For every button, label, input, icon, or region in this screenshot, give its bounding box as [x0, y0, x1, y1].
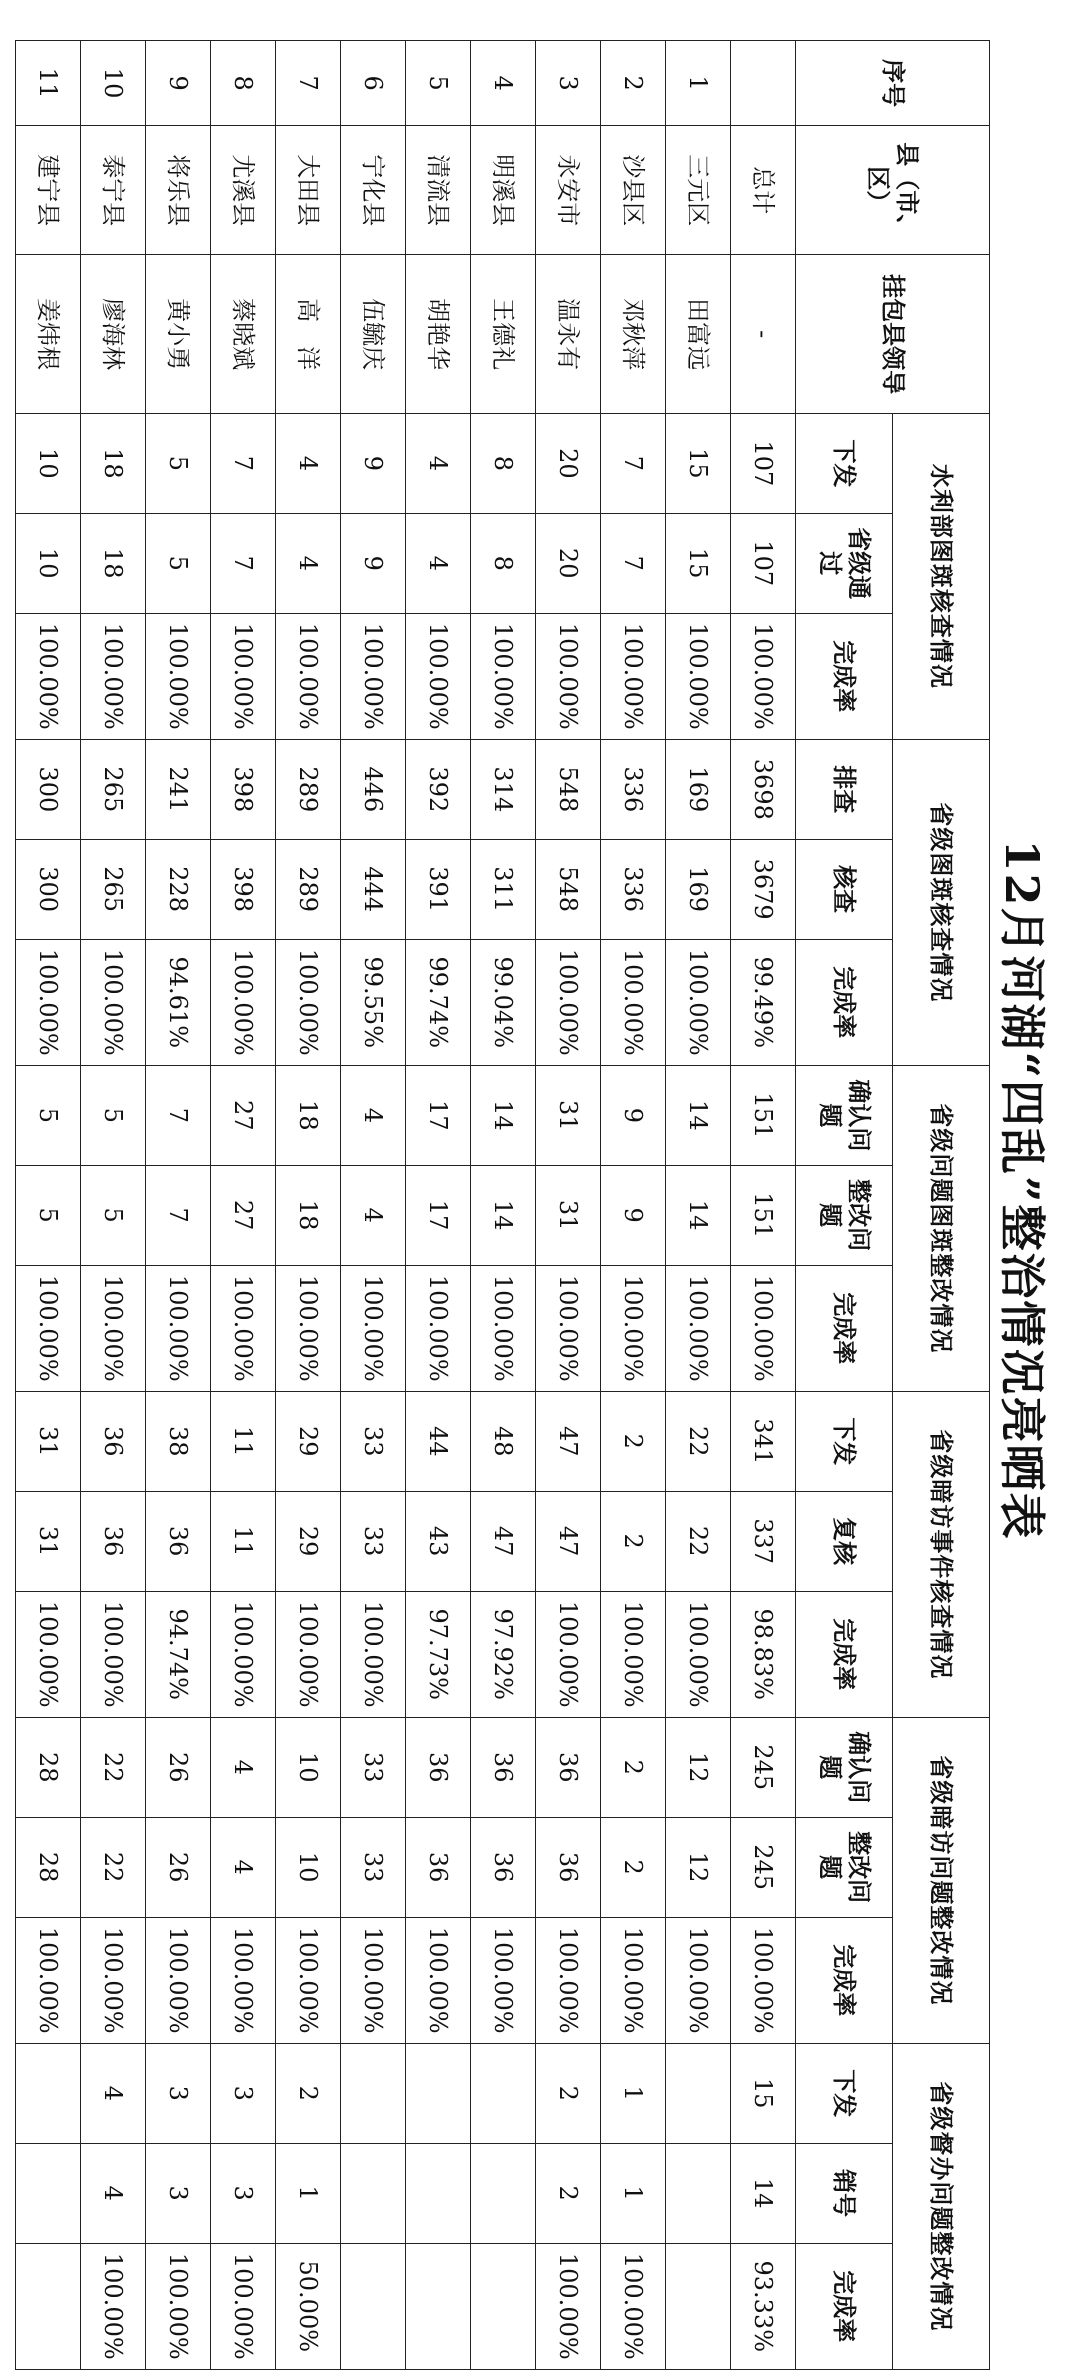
table-cell: 14 — [666, 1065, 731, 1165]
table-cell: 100.00% — [601, 1917, 666, 2043]
table-cell: 20 — [536, 513, 601, 613]
table-cell: 337 — [731, 1491, 796, 1591]
table-cell: 4 — [341, 1065, 406, 1165]
table-cell: 391 — [406, 839, 471, 939]
header-group-0: 水利部图斑核查情况 — [893, 413, 990, 739]
table-cell: 温永有 — [536, 255, 601, 414]
table-cell: 1 — [666, 41, 731, 126]
table-row — [81, 41, 146, 2370]
table-cell — [666, 2143, 731, 2243]
table-cell: 314 — [471, 739, 536, 839]
table-cell: 107 — [731, 413, 796, 513]
table-cell: 33 — [341, 1717, 406, 1817]
table-cell: 15 — [731, 2043, 796, 2143]
table-cell — [666, 2043, 731, 2143]
table-cell: 10 — [16, 413, 81, 513]
table-cell: 151 — [731, 1165, 796, 1265]
header-leader: 挂包县领导 — [796, 255, 990, 414]
table-cell: 100.00% — [146, 1917, 211, 2043]
table-cell: 泰宁县 — [81, 126, 146, 255]
table-cell: 48 — [471, 1391, 536, 1491]
table-cell: 6 — [341, 41, 406, 126]
table-cell: 22 — [81, 1817, 146, 1917]
table-cell: 1 — [601, 2043, 666, 2143]
table-cell: 107 — [731, 513, 796, 613]
header-sub-5-0: 下发 — [796, 2043, 893, 2143]
table-cell: 31 — [16, 1391, 81, 1491]
table-cell: 94.74% — [146, 1591, 211, 1717]
table-cell: - — [731, 255, 796, 414]
header-sub-0-0: 下发 — [796, 413, 893, 513]
table-cell: 1 — [276, 2143, 341, 2243]
table-cell: 100.00% — [666, 1591, 731, 1717]
table-cell — [16, 2043, 81, 2143]
table-cell: 5 — [16, 1165, 81, 1265]
table-cell: 100.00% — [16, 1591, 81, 1717]
table-cell: 3679 — [731, 839, 796, 939]
table-cell: 100.00% — [601, 2243, 666, 2369]
table-cell: 548 — [536, 739, 601, 839]
table-cell: 31 — [536, 1165, 601, 1265]
table-cell: 100.00% — [601, 939, 666, 1065]
header-sub-5-2: 完成率 — [796, 2243, 893, 2369]
table-cell: 33 — [341, 1391, 406, 1491]
document-title: 12月河湖“四乱”整治情况亮晒表 — [995, 839, 1049, 1541]
header-sub-2-1: 整改问题 — [796, 1165, 893, 1265]
table-cell: 300 — [16, 739, 81, 839]
table-row — [341, 41, 406, 2370]
table-cell: 169 — [666, 739, 731, 839]
table-cell: 11 — [16, 41, 81, 126]
header-sub-0-2: 完成率 — [796, 613, 893, 739]
header-sub-4-0: 确认问题 — [796, 1717, 893, 1817]
table-cell — [406, 2243, 471, 2369]
table-cell: 100.00% — [406, 1265, 471, 1391]
table-row — [536, 41, 601, 2370]
header-sub-1-0: 排查 — [796, 739, 893, 839]
table-cell: 12 — [666, 1817, 731, 1917]
header-sub-4-1: 整改问题 — [796, 1817, 893, 1917]
table-cell: 29 — [276, 1391, 341, 1491]
table-cell: 大田县 — [276, 126, 341, 255]
table-cell: 94.61% — [146, 939, 211, 1065]
table-cell: 311 — [471, 839, 536, 939]
table-cell: 4 — [341, 1165, 406, 1265]
table-cell: 邓秋萍 — [601, 255, 666, 414]
table-cell: 5 — [146, 513, 211, 613]
table-cell: 36 — [536, 1717, 601, 1817]
header-row-groups — [893, 41, 990, 2370]
table-cell: 100.00% — [666, 1917, 731, 2043]
header-sub-0-1: 省级通过 — [796, 513, 893, 613]
table-cell: 392 — [406, 739, 471, 839]
header-group-1: 省级图斑核查情况 — [893, 739, 990, 1065]
table-cell: 100.00% — [341, 613, 406, 739]
table-cell: 100.00% — [471, 613, 536, 739]
table-cell: 36 — [471, 1717, 536, 1817]
table-cell: 100.00% — [211, 613, 276, 739]
table-cell: 100.00% — [536, 613, 601, 739]
table-cell: 98.83% — [731, 1591, 796, 1717]
table-cell: 100.00% — [471, 1265, 536, 1391]
table-cell: 22 — [81, 1717, 146, 1817]
table-cell — [341, 2143, 406, 2243]
table-cell: 将乐县 — [146, 126, 211, 255]
table-cell: 100.00% — [666, 1265, 731, 1391]
table-cell: 100.00% — [666, 613, 731, 739]
table-cell: 8 — [211, 41, 276, 126]
table-cell: 228 — [146, 839, 211, 939]
table-cell: 33 — [341, 1491, 406, 1591]
table-cell: 47 — [536, 1491, 601, 1591]
table-cell: 4 — [211, 1717, 276, 1817]
table-row — [211, 41, 276, 2370]
table-cell: 7 — [146, 1065, 211, 1165]
table-cell: 三元区 — [666, 126, 731, 255]
table-cell: 97.73% — [406, 1591, 471, 1717]
table-row — [276, 41, 341, 2370]
table-cell: 100.00% — [81, 613, 146, 739]
table-cell: 4 — [211, 1817, 276, 1917]
table-cell: 151 — [731, 1065, 796, 1165]
table-cell: 宁化县 — [341, 126, 406, 255]
header-sub-3-0: 下发 — [796, 1391, 893, 1491]
table-cell: 31 — [16, 1491, 81, 1591]
table-cell: 14 — [471, 1065, 536, 1165]
table-cell: 7 — [276, 41, 341, 126]
table-cell: 9 — [601, 1165, 666, 1265]
table-cell: 4 — [81, 2143, 146, 2243]
table-cell: 100.00% — [601, 1591, 666, 1717]
table-cell: 341 — [731, 1391, 796, 1491]
table-cell: 100.00% — [81, 1265, 146, 1391]
header-sub-2-2: 完成率 — [796, 1265, 893, 1391]
table-cell: 50.00% — [276, 2243, 341, 2369]
table-cell: 1 — [601, 2143, 666, 2243]
table-cell: 28 — [16, 1817, 81, 1917]
table-cell: 548 — [536, 839, 601, 939]
table-cell — [731, 41, 796, 126]
table-cell: 99.04% — [471, 939, 536, 1065]
table-cell — [341, 2043, 406, 2143]
table-cell: 15 — [666, 413, 731, 513]
table-cell: 36 — [406, 1717, 471, 1817]
table-cell: 18 — [276, 1065, 341, 1165]
table-cell: 7 — [601, 413, 666, 513]
table-cell: 4 — [276, 413, 341, 513]
table-cell: 100.00% — [731, 1917, 796, 2043]
header-group-5: 省级督办问题整改情况 — [893, 2043, 990, 2369]
table-cell: 100.00% — [536, 939, 601, 1065]
table-cell: 10 — [81, 41, 146, 126]
table-row — [666, 41, 731, 2370]
table-cell: 169 — [666, 839, 731, 939]
table-cell: 289 — [276, 739, 341, 839]
table-cell: 100.00% — [536, 2243, 601, 2369]
table-cell: 100.00% — [731, 1265, 796, 1391]
table-cell: 胡艳华 — [406, 255, 471, 414]
table-cell: 289 — [276, 839, 341, 939]
table-cell — [471, 2243, 536, 2369]
table-cell: 18 — [81, 513, 146, 613]
table-cell: 2 — [276, 2043, 341, 2143]
table-cell: 清流县 — [406, 126, 471, 255]
table-cell: 93.33% — [731, 2243, 796, 2369]
table-cell: 36 — [146, 1491, 211, 1591]
header-sub-3-2: 完成率 — [796, 1591, 893, 1717]
table-cell: 3 — [536, 41, 601, 126]
table-cell: 446 — [341, 739, 406, 839]
table-cell: 100.00% — [536, 1265, 601, 1391]
table-cell: 7 — [601, 513, 666, 613]
table-cell: 300 — [16, 839, 81, 939]
table-cell: 100.00% — [211, 939, 276, 1065]
table-cell: 27 — [211, 1065, 276, 1165]
table-row — [406, 41, 471, 2370]
header-seq: 序号 — [796, 41, 990, 126]
header-group-2: 省级问题图斑整改情况 — [893, 1065, 990, 1391]
table-cell: 3698 — [731, 739, 796, 839]
table-cell: 38 — [146, 1391, 211, 1491]
table-cell: 4 — [406, 513, 471, 613]
table-cell: 14 — [471, 1165, 536, 1265]
table-cell: 100.00% — [731, 613, 796, 739]
table-cell: 9 — [146, 41, 211, 126]
table-cell: 总计 — [731, 126, 796, 255]
header-group-3: 省级暗访事件核查情况 — [893, 1391, 990, 1717]
table-cell: 100.00% — [81, 1917, 146, 2043]
table-cell: 99.74% — [406, 939, 471, 1065]
table-cell: 100.00% — [276, 1591, 341, 1717]
table-cell: 99.55% — [341, 939, 406, 1065]
table-cell: 20 — [536, 413, 601, 513]
table-cell: 100.00% — [81, 2243, 146, 2369]
table-cell — [16, 2243, 81, 2369]
table-cell: 2 — [601, 1491, 666, 1591]
table-cell: 高 洋 — [276, 255, 341, 414]
table-cell: 22 — [666, 1391, 731, 1491]
table-cell: 29 — [276, 1491, 341, 1591]
table-cell — [406, 2043, 471, 2143]
table-cell: 4 — [471, 41, 536, 126]
table-cell: 100.00% — [406, 1917, 471, 2043]
table-cell: 5 — [146, 413, 211, 513]
table-cell: 沙县区 — [601, 126, 666, 255]
table-cell: 100.00% — [341, 1591, 406, 1717]
table-row — [471, 41, 536, 2370]
table-cell: 336 — [601, 739, 666, 839]
status-table — [15, 40, 990, 2370]
table-cell: 100.00% — [16, 1265, 81, 1391]
table-cell: 9 — [341, 413, 406, 513]
table-cell: 100.00% — [81, 1591, 146, 1717]
table-cell: 王德礼 — [471, 255, 536, 414]
table-cell: 43 — [406, 1491, 471, 1591]
table-cell: 44 — [406, 1391, 471, 1491]
table-cell: 7 — [211, 413, 276, 513]
table-cell: 3 — [211, 2043, 276, 2143]
table-cell: 100.00% — [276, 613, 341, 739]
table-cell: 10 — [16, 513, 81, 613]
table-cell: 100.00% — [16, 939, 81, 1065]
table-cell: 18 — [276, 1165, 341, 1265]
table-cell: 444 — [341, 839, 406, 939]
table-cell: 100.00% — [276, 939, 341, 1065]
table-cell — [341, 2243, 406, 2369]
table-cell: 黄小勇 — [146, 255, 211, 414]
table-cell: 100.00% — [211, 2243, 276, 2369]
table-cell: 5 — [16, 1065, 81, 1165]
table-cell: 26 — [146, 1717, 211, 1817]
table-cell: 17 — [406, 1065, 471, 1165]
table-cell: 245 — [731, 1717, 796, 1817]
table-cell: 100.00% — [341, 1917, 406, 2043]
table-cell: 17 — [406, 1165, 471, 1265]
table-cell: 100.00% — [146, 613, 211, 739]
table-cell: 100.00% — [211, 1917, 276, 2043]
table-cell: 2 — [536, 2143, 601, 2243]
table-cell: 97.92% — [471, 1591, 536, 1717]
table-cell: 265 — [81, 739, 146, 839]
table-cell: 5 — [81, 1165, 146, 1265]
table-cell — [666, 2243, 731, 2369]
table-cell: 27 — [211, 1165, 276, 1265]
table-cell: 14 — [666, 1165, 731, 1265]
table-cell: 100.00% — [146, 2243, 211, 2369]
table-cell: 10 — [276, 1817, 341, 1917]
header-sub-2-0: 确认问题 — [796, 1065, 893, 1165]
table-row — [601, 41, 666, 2370]
header-sub-3-1: 复核 — [796, 1491, 893, 1591]
table-cell: 2 — [536, 2043, 601, 2143]
table-cell: 2 — [601, 1717, 666, 1817]
table-cell: 100.00% — [536, 1917, 601, 2043]
table-cell: 7 — [146, 1165, 211, 1265]
table-cell: 36 — [536, 1817, 601, 1917]
table-cell: 100.00% — [406, 613, 471, 739]
table-cell: 99.49% — [731, 939, 796, 1065]
table-cell: 100.00% — [276, 1265, 341, 1391]
table-cell: 建宁县 — [16, 126, 81, 255]
table-cell: 永安市 — [536, 126, 601, 255]
table-cell: 100.00% — [16, 1917, 81, 2043]
table-cell: 4 — [276, 513, 341, 613]
table-cell: 398 — [211, 739, 276, 839]
table-cell: 4 — [406, 413, 471, 513]
table-cell: 11 — [211, 1391, 276, 1491]
table-cell: 100.00% — [211, 1265, 276, 1391]
table-cell: 31 — [536, 1065, 601, 1165]
table-cell: 100.00% — [341, 1265, 406, 1391]
table-cell: 36 — [81, 1391, 146, 1491]
table-cell: 18 — [81, 413, 146, 513]
table-cell: 100.00% — [211, 1591, 276, 1717]
table-cell: 5 — [81, 1065, 146, 1165]
table-cell: 265 — [81, 839, 146, 939]
table-cell: 336 — [601, 839, 666, 939]
table-cell: 10 — [276, 1717, 341, 1817]
table-cell: 100.00% — [16, 613, 81, 739]
table-row-total — [731, 41, 796, 2370]
table-cell: 15 — [666, 513, 731, 613]
header-county: 县（市、区） — [796, 126, 990, 255]
table-cell: 11 — [211, 1491, 276, 1591]
header-sub-1-2: 完成率 — [796, 939, 893, 1065]
table-cell: 8 — [471, 513, 536, 613]
table-cell: 2 — [601, 41, 666, 126]
table-cell: 22 — [666, 1491, 731, 1591]
table-row — [146, 41, 211, 2370]
table-cell: 7 — [211, 513, 276, 613]
table-cell: 36 — [471, 1817, 536, 1917]
table-cell: 100.00% — [146, 1265, 211, 1391]
table-cell: 100.00% — [536, 1591, 601, 1717]
table-cell: 4 — [81, 2043, 146, 2143]
table-cell: 14 — [731, 2143, 796, 2243]
table-cell: 田富远 — [666, 255, 731, 414]
table-cell: 100.00% — [471, 1917, 536, 2043]
table-cell: 3 — [146, 2143, 211, 2243]
table-cell: 5 — [406, 41, 471, 126]
table-cell: 100.00% — [276, 1917, 341, 2043]
table-cell: 明溪县 — [471, 126, 536, 255]
table-cell: 尤溪县 — [211, 126, 276, 255]
table-cell: 3 — [211, 2143, 276, 2243]
table-cell: 12 — [666, 1717, 731, 1817]
table-cell: 8 — [471, 413, 536, 513]
table-cell: 蔡晓斌 — [211, 255, 276, 414]
header-sub-4-2: 完成率 — [796, 1917, 893, 2043]
table-row — [16, 41, 81, 2370]
table-cell: 廖海林 — [81, 255, 146, 414]
table-cell: 2 — [601, 1817, 666, 1917]
table-cell — [406, 2143, 471, 2243]
table-cell: 47 — [536, 1391, 601, 1491]
table-cell — [471, 2143, 536, 2243]
table-cell: 100.00% — [81, 939, 146, 1065]
table-cell: 33 — [341, 1817, 406, 1917]
table-cell: 姜炜根 — [16, 255, 81, 414]
table-cell: 100.00% — [666, 939, 731, 1065]
table-cell: 3 — [146, 2043, 211, 2143]
table-cell: 伍毓庆 — [341, 255, 406, 414]
table-cell: 9 — [601, 1065, 666, 1165]
table-cell: 28 — [16, 1717, 81, 1817]
table-cell: 2 — [601, 1391, 666, 1491]
table-cell: 36 — [81, 1491, 146, 1591]
table-cell: 100.00% — [601, 613, 666, 739]
table-cell: 100.00% — [601, 1265, 666, 1391]
table-cell — [471, 2043, 536, 2143]
table-cell: 398 — [211, 839, 276, 939]
table-cell — [16, 2143, 81, 2243]
table-cell: 26 — [146, 1817, 211, 1917]
table-cell: 9 — [341, 513, 406, 613]
header-sub-5-1: 销号 — [796, 2143, 893, 2243]
header-sub-1-1: 核查 — [796, 839, 893, 939]
table-cell: 47 — [471, 1491, 536, 1591]
header-group-4: 省级暗访问题整改情况 — [893, 1717, 990, 2043]
table-cell: 241 — [146, 739, 211, 839]
table-cell: 245 — [731, 1817, 796, 1917]
table-cell: 36 — [406, 1817, 471, 1917]
